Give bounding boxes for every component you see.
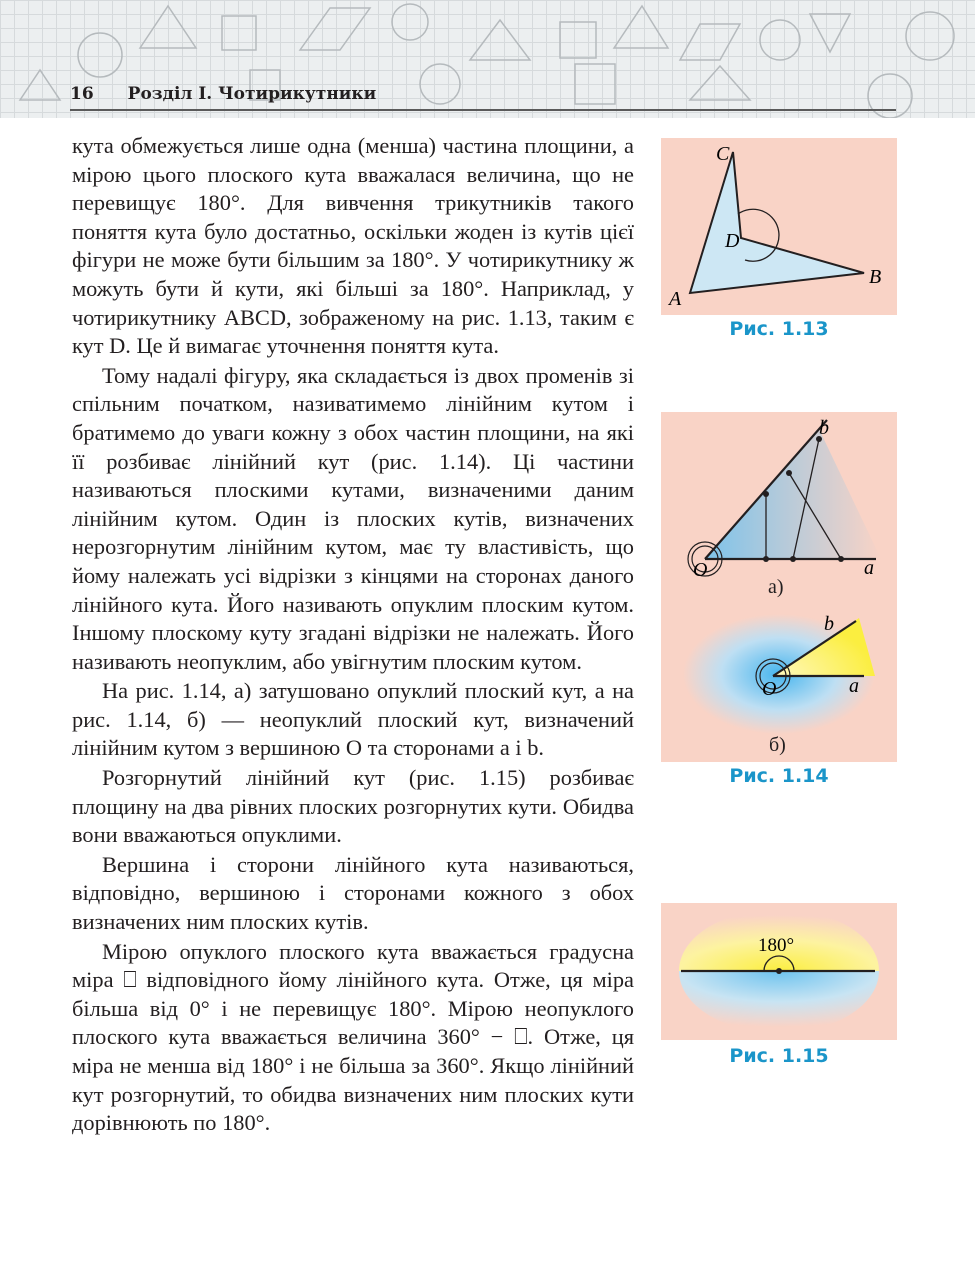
label-a-a: a bbox=[864, 557, 874, 579]
figure-1-14 bbox=[661, 412, 897, 762]
paragraph-3: На рис. 1.14, а) затушовано опуклий плоский кут, а на рис. 1.14, б) — неопуклий плоский кут, визначений лінійним кутом з вершиною O та сторонами a і b. bbox=[72, 678, 634, 761]
label-c: C bbox=[716, 143, 730, 165]
caption-1-13: Рис. 1.13 bbox=[729, 318, 829, 340]
point bbox=[763, 556, 769, 562]
running-header bbox=[70, 84, 376, 104]
section-title: Розділ I. Чотирикутники bbox=[127, 84, 377, 104]
lower-half-plane bbox=[679, 971, 879, 1033]
caption-1-14: Рис. 1.14 bbox=[729, 765, 829, 787]
point bbox=[763, 491, 769, 497]
label-o-b: O bbox=[762, 678, 777, 700]
angle-label-180: 180° bbox=[758, 935, 795, 956]
point bbox=[790, 556, 796, 562]
page-number: 16 bbox=[70, 84, 94, 104]
quadrilateral-diagram bbox=[661, 138, 897, 315]
figure-1-15 bbox=[661, 903, 897, 1040]
label-a: A bbox=[669, 288, 682, 310]
label-b-a: b bbox=[819, 417, 829, 439]
paragraph-2: Тому надалі фігуру, яка складається із двох променів зі спільним початком, називатимемо лінійним кутом і братимемо до уваги кожну з обох частин площини, на які її розбиває лінійний кут (рис. 1.14). Ці частини називаються плоскими кутами, визначеними даним лінійним кутом. Один із плоских кутів, визначених нерозгорнутим лінійним кутом, має ту властивість, що йому належать усі відрізки з кінцями на сторонах даного лінійного кута. Його називають опуклим плоским кутом. Іншому плоскому куту згадані відрізки не належать. Його називають неопуклим, або увігнутим плоским кутом. bbox=[72, 362, 634, 674]
vertex-point bbox=[776, 968, 782, 974]
subcaption-a: а) bbox=[768, 576, 784, 598]
convex-region bbox=[705, 429, 881, 559]
paragraph-6: Мірою опуклого плоского кута вважається градусна міра ⎕ відповідного йому лінійного кута. Отже, ця міра більша від 0° і не перевищує 180°. Мірою неопуклого плоского кута вважається величина 360° − ⎕. Отже, ця міра не менша від 180° і не більша за 360°. Якщо лінійний кут розгорнутий, то обидва визначених ним плоских кути дорівнюють по 180°. bbox=[72, 938, 634, 1136]
label-d: D bbox=[725, 230, 740, 252]
header-rule bbox=[70, 109, 896, 111]
label-a-b: a bbox=[849, 675, 859, 697]
straight-angle-diagram bbox=[661, 903, 897, 1040]
paragraph-5: Вершина і сторони лінійного кута називаються, відповідно, вершиною і сторонами кожного з обох визначених ним плоских кутів. bbox=[72, 851, 634, 935]
body-text bbox=[72, 132, 634, 1138]
caption-1-15: Рис. 1.15 bbox=[729, 1045, 829, 1067]
figure-1-13 bbox=[661, 138, 897, 315]
point bbox=[786, 470, 792, 476]
paragraph-1: кута обмежується лише одна (менша) частина площини, а мірою цього плоского кута вважалася величина, що не перевищує 180°. Для вивчення трикутників такого поняття кута було достатньо, оскільки жоден із кутів цієї фігури не може бути більшим за 180°. У чотирикутнику ж можуть бути й кути, які більші за 180°. Наприклад, у чотирикутнику ABCD, зображеному на рис. 1.13, таким є кут D. Це й вимагає уточнення поняття кута. bbox=[72, 133, 634, 359]
label-b: B bbox=[869, 266, 882, 288]
quadrilateral-abcd bbox=[690, 152, 864, 293]
point bbox=[838, 556, 844, 562]
paragraph-4: Розгорнутий лінійний кут (рис. 1.15) розбиває площину на два рівних плоских розгорнутих кути. Обидва вони вважаються опуклими. bbox=[72, 765, 634, 848]
label-o-a: O bbox=[693, 559, 708, 581]
label-b-b: b bbox=[824, 613, 834, 635]
subcaption-b: б) bbox=[769, 734, 786, 756]
